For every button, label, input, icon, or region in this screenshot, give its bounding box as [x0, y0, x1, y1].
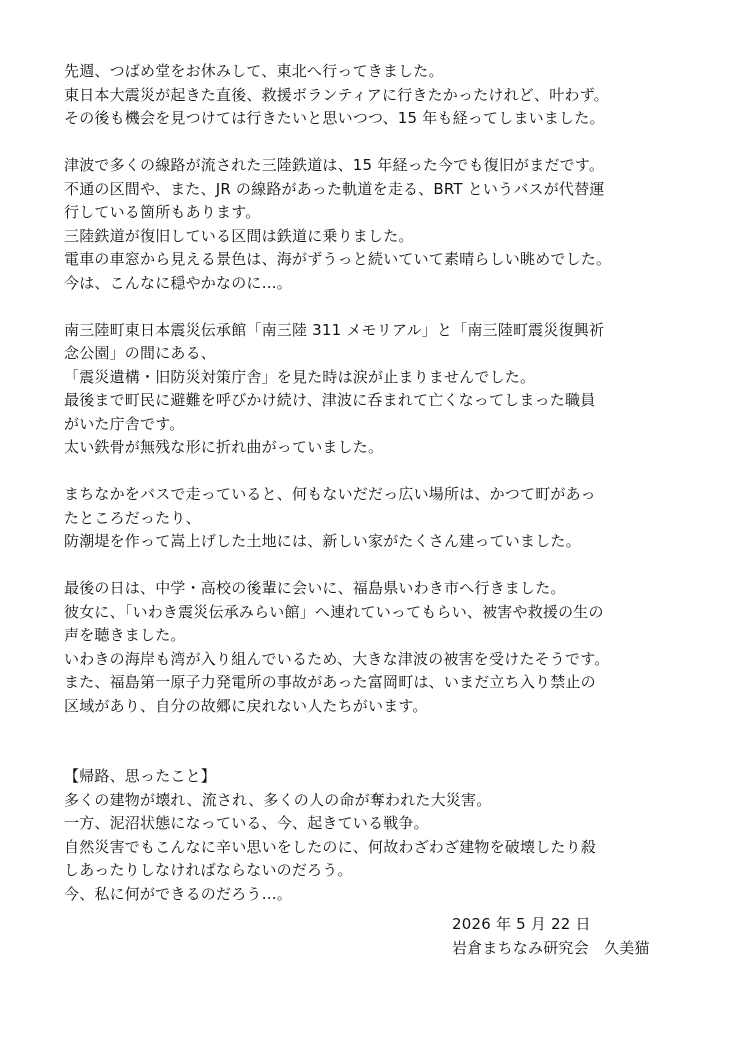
text-line: その後も機会を見つけては行きたいと思いつつ、15 年も経ってしまいました。	[64, 109, 605, 127]
document-body	[64, 60, 694, 930]
text-line: 区域があり、自分の故郷に戻れない人たちがいます。	[64, 696, 428, 715]
text-line: 多くの建物が壊れ、流され、多くの人の命が奪われた大災害。	[64, 790, 492, 809]
paragraph-reflection	[64, 765, 694, 906]
text-line: 南三陸町東日本震災伝承館「南三陸 311 メモリアル」と「南三陸町震災復興祈	[64, 320, 605, 339]
text-line: 自然災害でもこんなに辛い思いをしたのに、何故わざわざ建物を破壊したり殺	[64, 837, 597, 856]
text-line: 電車の車窓から見える景色は、海がずうっと続いていて素晴らしい眺めでした。	[64, 250, 612, 268]
text-line: 不通の区間や、また、JR の線路があった軌道を走る、BRT というバスが代替運	[64, 179, 605, 198]
text-line: がいた庁舎です。	[64, 414, 185, 433]
text-line: いわきの海岸も湾が入り組んでいるため、大きな津波の被害を受けたそうです。	[64, 649, 610, 668]
section-heading: 【帰路、思ったこと】	[64, 767, 217, 785]
signature-date: 2026 年 5 月 22 日	[452, 915, 591, 933]
text-line: しあったりしなければならないのだろう。	[64, 861, 353, 879]
text-line: 津波で多くの線路が流された三陸鉄道は、15 年経った今でも復旧がまだです。	[64, 156, 605, 174]
text-line: 太い鉄骨が無残な形に折れ曲がっていました。	[64, 438, 384, 456]
paragraph-iwaki	[64, 577, 694, 718]
text-line: 一方、泥沼状態になっている、今、起きている戦争。	[64, 814, 429, 832]
paragraph-minamisanriku	[64, 319, 694, 460]
signature-author: 岩倉まちなみ研究会 久美猫	[452, 939, 650, 957]
text-line: 今、私に何ができるのだろう…。	[64, 884, 293, 903]
text-line: 念公園」の間にある、	[64, 344, 217, 362]
text-line: 行している箇所もあります。	[64, 203, 261, 221]
text-line: 防潮堤を作って嵩上げした土地には、新しい家がたくさん建っていました。	[64, 532, 581, 550]
text-line: 彼女に、「いわき震災伝承みらい館」へ連れていってもらい、被害や救援の生の	[64, 602, 604, 621]
text-line: 三陸鉄道が復旧している区間は鉄道に乗りました。	[64, 226, 414, 245]
text-line: 先週、つばめ堂をお休みして、東北へ行ってきました。	[64, 62, 444, 80]
paragraph-sanriku-railway	[64, 154, 694, 295]
signature-block	[452, 912, 702, 960]
text-line: 最後の日は、中学・高校の後輩に会いに、福島県いわき市へ行きました。	[64, 579, 566, 597]
text-line: たところだったり、	[64, 508, 201, 527]
paragraph-intro	[64, 60, 694, 131]
text-line: 今は、こんなに穏やかなのに…。	[64, 273, 293, 292]
paragraph-town-bus	[64, 483, 694, 554]
text-line: また、福島第一原子力発電所の事故があった富岡町は、いまだ立ち入り禁止の	[64, 673, 596, 691]
text-line: 最後まで町民に避難を呼びかけ続け、津波に呑まれて亡くなってしまった職員	[64, 391, 596, 409]
text-line: 声を聴きました。	[64, 626, 186, 644]
text-line: 東日本大震災が起きた直後、救援ボランティアに行きたかったけれど、叶わず。	[64, 85, 609, 104]
text-line: まちなかをバスで走っていると、何もないだだっ広い場所は、かつて町があっ	[64, 485, 596, 503]
text-line: 「震災遺構・旧防災対策庁舎」を見た時は涙が止まりませんでした。	[64, 367, 536, 386]
